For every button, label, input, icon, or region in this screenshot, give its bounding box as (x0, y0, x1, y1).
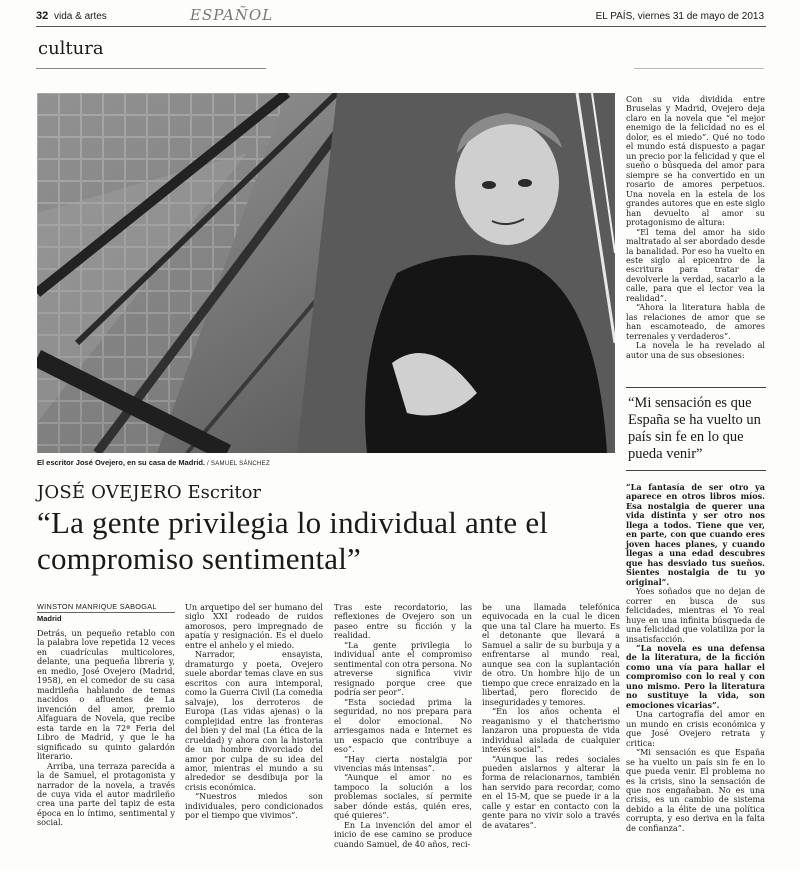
paragraph: “Aunque las redes sociales pueden aislarnos y alterar la forma de relacionarnos, también han servido para recordar, como en el 15-M, que se puede ir a la calle y estar en contacto con la gente para no vivir solo a través de avatares”. (482, 753, 620, 830)
byline-author: WINSTON MANRIQUE SABOGAL (37, 602, 157, 611)
paragraph: Arriba, una terraza parecida a la de Samuel, el protagonista y narrador de la novela, a través de cuya vida el autor madrileño crea una parte del tapiz de esta época en lo íntimo, sentimental y social. (37, 760, 175, 828)
paragraph: be una llamada telefónica equivocada en la cual le dicen que una tal Clare ha muerto. Es el detonante que llevará a Samuel a salir de su burbuja y a enfrentarse al mundo real, aunque sea con la suplantación de otro. Un hombre hijo de un tiempo que crece enraizado en la libertad, pero florecido de inseguridades y temores. (482, 602, 620, 707)
page-header (20, 8, 782, 26)
page-number: 32 (36, 10, 49, 22)
byline-location: Madrid (37, 614, 62, 623)
sidebar-column-top (626, 95, 765, 360)
paragraph: Con su vida dividida entre Bruselas y Madrid, Ovejero deja claro en la novela que “el mejor enemigo de la felicidad no es el dolor, es el miedo”. Qué no todo el mundo está dispuesto a pagar un precio por la felicidad y que el sueño o búsqueda del amor para siempre se ha convertido en un rosario de amores perpetuos. Una novela en la estela de los grandes autores que en este siglo han devuelto al amor su protagonismo de altura: (626, 94, 765, 228)
kicker-name: JOSÉ OVEJERO (37, 482, 182, 503)
author-photo (37, 93, 615, 453)
photo-credit: / SAMUEL SÁNCHEZ (207, 461, 270, 467)
byline-divider (37, 612, 175, 613)
body-column-4 (482, 603, 620, 830)
paragraph: “Hay cierta nostalgia por vivencias más intensas”. (334, 753, 472, 773)
corner-divider (634, 68, 764, 69)
paragraph: “Aunque el amor no es tampoco la solución a los problemas sociales, sí permite saber dónde estás, quién eres, qué quieres”. (334, 772, 472, 821)
paragraph: La novela le ha revelado al autor una de sus obsesiones: (626, 340, 765, 360)
body-column-2 (185, 603, 323, 821)
paragraph: “La novela es una defensa de la literatura, de la ficción como una vía para hallar el compromiso con lo real y con uno mismo. Pero la literatura no sustituye la vida, son emociones vicarias”. (626, 642, 765, 710)
paragraph: “Nuestros miedos son individuales, pero condicionados por el tiempo que vivimos”. (185, 791, 323, 821)
photo-caption (37, 458, 615, 467)
article-headline: “La gente privilegia lo individual ante el compromiso sentimental” (37, 505, 549, 577)
sidebar-column-bottom (626, 483, 765, 833)
body-column-1 (37, 629, 175, 828)
paragraph: “Esta sociedad prima la seguridad, no nos prepara para el dolor emocional. No arriesgamos nada e Internet es un espacio que contribuye a eso”. (334, 696, 472, 755)
article-kicker (37, 482, 261, 503)
handwritten-annotation: ESPAÑOL (190, 6, 274, 24)
pull-quote-bottom-rule (626, 470, 766, 471)
pull-quote-top-rule (626, 387, 766, 388)
paragraph: Un arquetipo del ser humano del siglo XXI rodeado de ruidos amorosos, pero impregnado de apatía y resignación. Es el duelo entre el anhelo y el miedo. (185, 602, 323, 650)
paragraph: “El tema del amor ha sido maltratado al ser abordado desde la banalidad. Por eso ha vuelto en este siglo al epicentro de la escritura para tratar de devolverle la verdad, sacarlo a la calle, para que el lector vea la realidad”. (626, 226, 765, 303)
paragraph: Yoes soñados que no dejan de correr en busca de sus felicidades, mientras el Yo real huye en una infinita búsqueda de una felicidad que volatiliza por la insatisfacción. (626, 586, 765, 644)
section-title: cultura (38, 38, 104, 59)
caption-text: El escritor José Ovejero, en su casa de Madrid. (37, 458, 205, 467)
paragraph: “La gente privilegia lo individual ante el compromiso sentimental con otra persona. No atreverse significa vivir resignado porque cree que podría ser peor”. (334, 639, 472, 698)
newspaper-date-line: EL PAÍS, viernes 31 de mayo de 2013 (595, 11, 764, 22)
paragraph: En La invención del amor el inicio de ese camino se produce cuando Samuel, de 40 años, reci- (334, 819, 472, 849)
section-label-small: vida & artes (54, 11, 107, 22)
paragraph: Narrador, ensayista, dramaturgo y poeta, Ovejero suele abordar temas clave en sus escritos con aura intemporal, como la Guerra Civil (La comedia salvaje), los derroteros de Europa (Las vidas ajenas) o la complejidad entre las fronteras del bien y del mal (La ética de la crueldad) y ahora con la historia de un hombre divorciado del amor por culpa de su idea del amor, mientras el mundo a su alrededor se desdibuja por la crisis económica. (185, 649, 323, 792)
header-divider (36, 26, 766, 27)
paragraph: Una cartografía del amor en un mundo en crisis económica y que José Ovejero retrata y critica: (626, 709, 765, 748)
paragraph: Detrás, un pequeño retablo con la palabra love repetida 12 veces en cuadrículas multicolores, delante, una pequeña librería y, en medio, José Ovejero (Madrid, 1958), en el comedor de su casa madrileña hablando de temas nacidos o afluentes de La invención del amor, premio Alfaguara de Novela, que recibe esta tarde en la 72ª Feria del Libro de Madrid, y que le ha significado su quinto galardón literario. (37, 628, 175, 762)
paragraph: “Ahora la literatura habla de las relaciones de amor que se han escamoteado, de amores terrenales y verdaderos”. (626, 302, 765, 341)
section-divider (36, 68, 266, 69)
paragraph: Tras este recordatorio, las reflexiones de Ovejero son un paseo entre su ficción y la realidad. (334, 602, 472, 641)
body-column-3 (334, 603, 472, 849)
paragraph: “En los años ochenta el reaganismo y el thatcherismo lanzaron una propuesta de vida individual aislada de cualquier interés social”. (482, 706, 620, 755)
kicker-role: Escritor (187, 482, 262, 503)
pull-quote: “Mi sensación es que España se ha vuelto un país sin fe en lo que pueda venir” (628, 395, 761, 462)
paragraph: “Mi sensación es que España se ha vuelto un país sin fe en lo que pueda venir. El problema no es la crisis, sino la sensación de que nos engañaban. No es una crisis, es un cambio de sistema debido a la élite de una política corrupta, y eso deriva en la falta de confianza”. (626, 747, 765, 833)
paragraph: “La fantasía de ser otro ya aparece en otros libros míos. Esa nostalgia de querer una vida distinta y ser otro nos llega a todos. Tiene que ver, en parte, con que cuando eres joven haces planes, y cuando llegas a una edad descubres que has desviado tus sueños. Sientes nostalgia de tu yo original”. (626, 482, 765, 587)
